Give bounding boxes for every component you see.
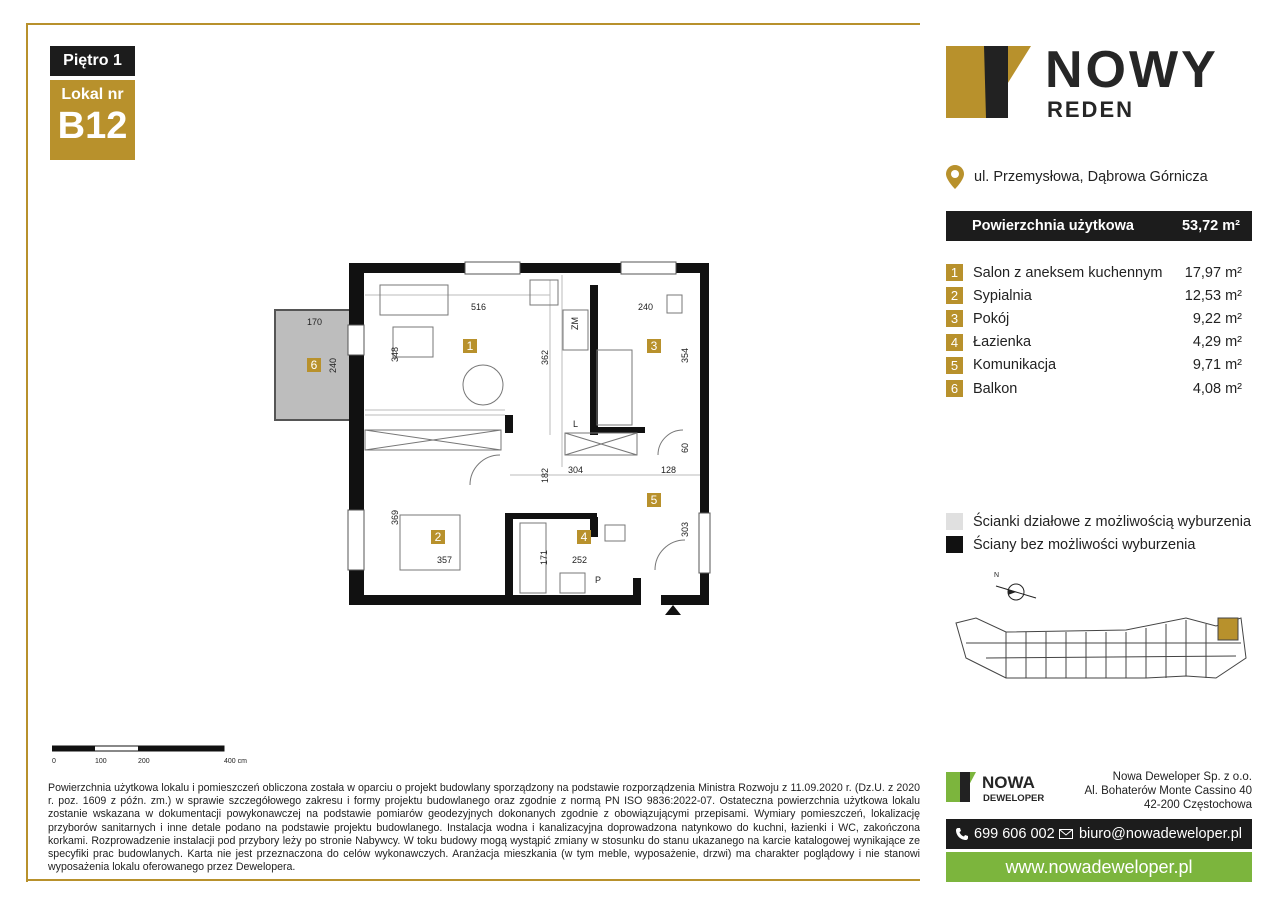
dim-354: 354 xyxy=(680,347,690,363)
room-number: 4 xyxy=(946,334,963,351)
room-row xyxy=(946,261,1242,284)
phone-number: 699 606 002 xyxy=(974,826,1055,842)
developer-company: Nowa Deweloper Sp. z o.o. xyxy=(1112,771,1252,783)
unit-label: Lokal nr xyxy=(61,86,124,103)
room-name: Komunikacja xyxy=(973,357,1057,374)
usable-area-value: 53,72 m² xyxy=(1181,218,1240,234)
dim-60: 60 xyxy=(680,442,690,453)
dim-348: 348 xyxy=(390,346,400,362)
room-row xyxy=(946,331,1242,354)
room-row xyxy=(946,377,1242,400)
room-area: 17,97 m² xyxy=(1184,264,1242,281)
mail-icon xyxy=(1059,829,1073,839)
scale-bar xyxy=(52,744,262,766)
room-list xyxy=(946,261,1242,400)
room-name: Łazienka xyxy=(973,334,1032,351)
developer-street: Al. Bohaterów Monte Cassino 40 xyxy=(1084,785,1252,797)
unit-tag xyxy=(50,80,135,160)
floor-tag: Piętro 1 xyxy=(50,46,135,76)
unit-location-highlight xyxy=(1218,618,1238,640)
dim-357: 357 xyxy=(437,555,453,565)
dim-362: 362 xyxy=(540,349,550,365)
room-area: 12,53 m² xyxy=(1184,287,1242,304)
legend-item xyxy=(946,510,1251,533)
nowa-deweloper-logo-icon xyxy=(946,770,1066,804)
plan-room-3: 3 xyxy=(650,339,658,353)
label-l: L xyxy=(573,419,579,429)
legend-text: Ścianki działowe z możliwością wyburzenia xyxy=(973,513,1252,530)
room-area: 4,08 m² xyxy=(1192,380,1242,397)
room-row xyxy=(946,284,1242,307)
dim-171: 171 xyxy=(539,549,549,565)
room-number: 3 xyxy=(946,310,963,327)
dim-304: 304 xyxy=(568,465,584,475)
developer-city: 42-200 Częstochowa xyxy=(1143,799,1252,811)
developer-logo-line-2: DEWELOPER xyxy=(983,793,1045,804)
room-name: Pokój xyxy=(973,310,1010,327)
dim-303: 303 xyxy=(680,521,690,537)
plan-room-1: 1 xyxy=(466,339,474,353)
room-number: 5 xyxy=(946,357,963,374)
dim-170: 170 xyxy=(307,317,323,327)
compass-icon xyxy=(996,584,1036,600)
plan-room-2: 2 xyxy=(434,530,442,544)
dim-240-balcony: 240 xyxy=(328,357,338,373)
dim-369: 369 xyxy=(390,509,400,525)
legend-swatch-light xyxy=(946,513,963,530)
room-area: 4,29 m² xyxy=(1192,334,1242,351)
plan-room-5: 5 xyxy=(650,493,658,507)
scale-tick-0: 0 xyxy=(52,758,56,765)
phone-icon xyxy=(956,828,968,840)
developer-logo-line-1: NOWA xyxy=(982,773,1035,792)
address-row xyxy=(946,164,1208,190)
phone-contact[interactable] xyxy=(956,826,1055,842)
location-pin-icon xyxy=(946,165,964,189)
room-area: 9,71 m² xyxy=(1192,357,1242,374)
label-zm: ZM xyxy=(570,317,580,330)
frame-bottom-line xyxy=(26,879,920,881)
contact-bar xyxy=(946,819,1252,849)
disclaimer-text: Powierzchnia użytkowa lokalu i pomieszczeń obliczona została w oparciu o projekt budowlany sporządzony na podstawie rozporządzenia Ministra Rozwoju z 11.09.2020 r. (Dz.U. z 2020 r. poz. 1609 z późn. zm.) w sprawie szczegółowego zakresu i formy projektu budowlanego oraz zgodnie z normą PN ISO 9836:2022-07. Ostateczna powierzchnia użytkowa lokalu zostanie wskazana w dokumentacji powykonawczej na podstawie pomiarów geodezyjnych dokonanych zgodnie z obowiązującymi przepisami. Wymiary pomieszczeń, lokalizację przyborów sanitarnych i inne detale podano na podstawie projektu budowlanego. Instalacja wodna i kanalizacyjna doprowadzona natynkowo do kuchni, łazienki i WC, zakończona korkami. Rozprowadzenie instalacji pod przybory leży po stronie Nabywcy. W toku budowy mogą wystąpić zmiany w stosunku do stanu ukazanego na karcie katalogowej wynikające ze specyfiki prac budowlanych. Karta nie jest przeznaczona do celów wykonawczych. Aranżacja mieszkania (w tym meble, wyposażenie, drzwi) ma charakter poglądowy i nie stanowi wyposażenia lokalu oferowanego przez Dewelopera. xyxy=(48,782,920,874)
usable-area-bar xyxy=(946,211,1252,241)
scale-tick-400: 400 cm xyxy=(224,758,247,765)
website-link[interactable]: www.nowadeweloper.pl xyxy=(946,852,1252,882)
dim-252: 252 xyxy=(572,555,588,565)
legend-item xyxy=(946,533,1251,556)
brand-line-1: NOWY xyxy=(1045,41,1219,99)
brand-line-2: REDEN xyxy=(1047,97,1135,122)
room-name: Balkon xyxy=(973,380,1018,397)
site-minimap xyxy=(946,568,1252,688)
nowy-reden-logo-icon xyxy=(946,46,1031,118)
address-text: ul. Przemysłowa, Dąbrowa Górnicza xyxy=(974,169,1208,185)
wall-legend xyxy=(946,510,1251,556)
compass-label: N xyxy=(994,572,1000,579)
room-area: 9,22 m² xyxy=(1192,310,1242,327)
email-address: biuro@nowadeweloper.pl xyxy=(1078,826,1242,842)
scale-tick-100: 100 xyxy=(95,758,107,765)
room-name: Sypialnia xyxy=(973,287,1032,304)
room-row xyxy=(946,354,1242,377)
dim-516: 516 xyxy=(471,302,487,312)
entrance-arrow xyxy=(665,605,681,615)
room-row xyxy=(946,307,1242,330)
plan-room-6: 6 xyxy=(310,358,318,372)
room-number: 2 xyxy=(946,287,963,304)
room-number: 6 xyxy=(946,380,963,397)
email-contact[interactable] xyxy=(1059,826,1242,842)
usable-area-label: Powierzchnia użytkowa xyxy=(972,218,1134,234)
unit-number: B12 xyxy=(57,105,128,147)
plan-room-4: 4 xyxy=(580,530,588,544)
dim-182: 182 xyxy=(540,467,550,483)
scale-tick-200: 200 xyxy=(138,758,150,765)
legend-text: Ściany bez możliwości wyburzenia xyxy=(973,536,1196,553)
dim-128: 128 xyxy=(661,465,677,475)
developer-address xyxy=(1070,770,1252,812)
room-number: 1 xyxy=(946,264,963,281)
dim-240-room3: 240 xyxy=(638,302,654,312)
room-name: Salon z aneksem kuchennym xyxy=(973,264,1163,281)
floor-plan xyxy=(265,255,715,620)
label-p: P xyxy=(595,575,602,585)
legend-swatch-dark xyxy=(946,536,963,553)
